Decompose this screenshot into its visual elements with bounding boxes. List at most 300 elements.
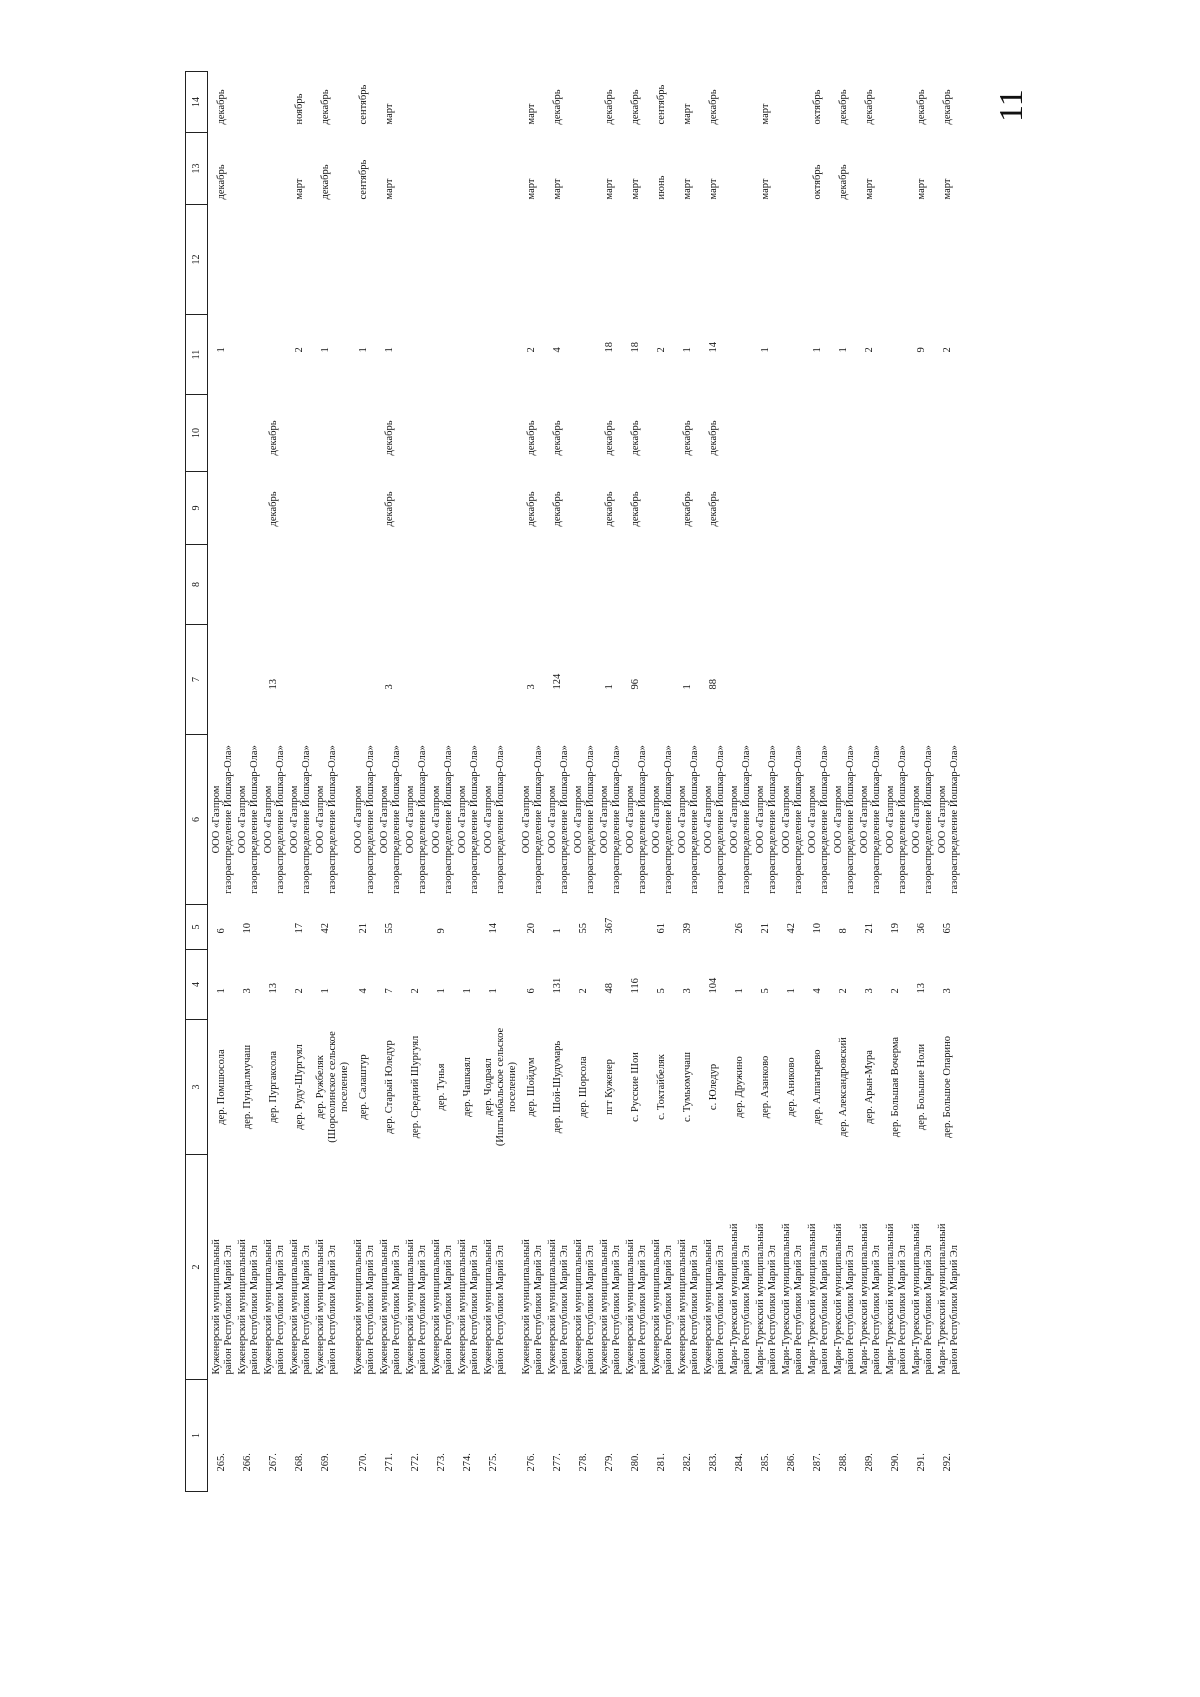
cell-col-12: [677, 205, 703, 315]
cell-text-line: Куженерский муниципальный: [379, 1239, 390, 1375]
cell-settlement: [677, 1020, 703, 1155]
cell-col-12: [703, 205, 729, 315]
cell-col-7: [625, 625, 651, 735]
cell-col-9: [651, 472, 677, 545]
cell-settlement: [405, 1020, 431, 1155]
cell-col-11: [937, 315, 963, 395]
cell-text-line: дер. Шойдум: [526, 1057, 537, 1117]
cell-text-line: 13: [268, 679, 279, 690]
cell-col-11: [703, 315, 729, 395]
cell-col-4: [729, 950, 755, 1020]
cell-text-line: март: [682, 178, 693, 200]
cell-text-line: март: [384, 178, 395, 200]
cell-settlement: [937, 1020, 963, 1155]
cell-text-line: район Республики Марий Эл: [443, 1245, 454, 1375]
cell-settlement: [521, 1020, 547, 1155]
cell-organization: [911, 735, 937, 905]
cell-col-14: [911, 72, 937, 133]
cell-text-line: дер. Помшюсола: [216, 1049, 227, 1125]
cell-text-line: март: [384, 103, 395, 125]
cell-text-line: декабрь: [682, 420, 693, 456]
cell-col-14: [859, 72, 885, 133]
cell-col-13: [911, 133, 937, 205]
cell-text-line: 26: [734, 923, 745, 934]
cell-text-line: ООО «Газпром: [885, 785, 896, 854]
cell-col-7: [833, 625, 859, 735]
cell-col-13: [521, 133, 547, 205]
cell-col-8: [208, 545, 238, 625]
cell-text-line: 2: [578, 988, 589, 994]
cell-text-line: газораспределение Йошкар-Ола»: [611, 745, 622, 894]
header-cell-8: 8: [186, 545, 208, 625]
cell-col-5: [937, 905, 963, 950]
cell-text-line: Куженерский муниципальный: [315, 1239, 326, 1375]
cell-col-8: [937, 545, 963, 625]
cell-organization: [937, 735, 963, 905]
cell-text-line: 272.: [410, 1453, 421, 1472]
cell-col-9: [483, 472, 521, 545]
cell-text-line: 274.: [462, 1453, 473, 1472]
cell-col-7: [315, 625, 353, 735]
cell-col-5: [599, 905, 625, 950]
cell-text-line: 284.: [734, 1453, 745, 1472]
cell-text-line: газораспределение Йошкар-Ола»: [249, 745, 260, 894]
cell-text-line: 1: [682, 347, 693, 353]
cell-col-13: [599, 133, 625, 205]
cell-col-9: [807, 472, 833, 545]
cell-col-4: [859, 950, 885, 1020]
cell-col-10: [457, 395, 483, 472]
table-header: [186, 72, 208, 1492]
cell-text-line: дер. Чодраял: [483, 1058, 494, 1116]
cell-text-line: октябрь: [812, 164, 823, 200]
cell-col-12: [937, 205, 963, 315]
cell-col-9: [703, 472, 729, 545]
cell-text-line: район Республики Марий Эл: [417, 1245, 428, 1375]
header-cell-11: 11: [186, 315, 208, 395]
cell-text-line: ООО «Газпром: [859, 785, 870, 854]
cell-col-11: [625, 315, 651, 395]
cell-district: [703, 1155, 729, 1380]
cell-col-11: [315, 315, 353, 395]
header-cell-13: 13: [186, 133, 208, 205]
cell-text-line: район Республики Марий Эл: [585, 1245, 596, 1375]
cell-district: [885, 1155, 911, 1380]
table-row: [651, 72, 677, 1492]
cell-col-14: [677, 72, 703, 133]
cell-col-11: [781, 315, 807, 395]
cell-col-4: [315, 950, 353, 1020]
cell-organization: [289, 735, 315, 905]
cell-text-line: ООО «Газпром: [289, 785, 300, 854]
cell-district: [651, 1155, 677, 1380]
cell-col-13: [833, 133, 859, 205]
cell-text-line: 288.: [838, 1453, 849, 1472]
cell-col-9: [263, 472, 289, 545]
cell-text-line: 6: [526, 988, 537, 994]
cell-organization: [379, 735, 405, 905]
cell-col-7: [885, 625, 911, 735]
cell-col-7: [208, 625, 238, 735]
cell-text-line: дер. Руду-Шургуял: [294, 1044, 305, 1130]
cell-text-line: декабрь: [268, 420, 279, 456]
cell-col-4: [703, 950, 729, 1020]
cell-district: [289, 1155, 315, 1380]
cell-text-line: район Республики Марий Эл: [495, 1245, 506, 1375]
cell-settlement: [807, 1020, 833, 1155]
cell-col-14: [937, 72, 963, 133]
cell-col-14: [573, 72, 599, 133]
cell-text-line: Куженерский муниципальный: [237, 1239, 248, 1375]
cell-row-number: [208, 1380, 238, 1492]
table-row: [703, 72, 729, 1492]
cell-col-10: [573, 395, 599, 472]
cell-col-8: [833, 545, 859, 625]
cell-col-8: [315, 545, 353, 625]
cell-col-7: [521, 625, 547, 735]
cell-text-line: 1: [682, 684, 693, 690]
cell-row-number: [859, 1380, 885, 1492]
cell-col-11: [911, 315, 937, 395]
cell-text-line: район Республики Марий Эл: [793, 1245, 804, 1375]
cell-col-13: [677, 133, 703, 205]
cell-col-12: [263, 205, 289, 315]
cell-text-line: 1: [358, 347, 369, 353]
cell-text-line: (Шорсолинское сельское: [327, 1031, 338, 1143]
cell-col-11: [885, 315, 911, 395]
cell-col-9: [237, 472, 263, 545]
cell-text-line: 5: [760, 988, 771, 994]
cell-text-line: 124: [552, 673, 563, 690]
header-cell-3: 3: [186, 1020, 208, 1155]
cell-col-13: [729, 133, 755, 205]
cell-text-line: Мари-Турекский муниципальный: [833, 1223, 844, 1375]
cell-col-8: [807, 545, 833, 625]
cell-col-8: [859, 545, 885, 625]
cell-col-8: [405, 545, 431, 625]
cell-text-line: декабрь: [838, 89, 849, 125]
cell-text-line: дер. Тунья: [436, 1063, 447, 1111]
cell-text-line: Куженерский муниципальный: [677, 1239, 688, 1375]
cell-row-number: [237, 1380, 263, 1492]
cell-text-line: 266.: [242, 1453, 253, 1472]
cell-text-line: газораспределение Йошкар-Ола»: [923, 745, 934, 894]
cell-text-line: 271.: [384, 1453, 395, 1472]
cell-district: [521, 1155, 547, 1380]
cell-settlement: [457, 1020, 483, 1155]
cell-col-10: [405, 395, 431, 472]
cell-col-10: [289, 395, 315, 472]
cell-col-7: [263, 625, 289, 735]
cell-col-7: [573, 625, 599, 735]
page-number: 11: [993, 89, 1030, 122]
cell-col-5: [651, 905, 677, 950]
cell-text-line: 1: [812, 347, 823, 353]
table-row: [547, 72, 573, 1492]
cell-district: [599, 1155, 625, 1380]
cell-col-14: [483, 72, 521, 133]
cell-text-line: 3: [864, 988, 875, 994]
cell-row-number: [807, 1380, 833, 1492]
cell-text-line: декабрь: [708, 420, 719, 456]
cell-text-line: сентябрь: [358, 159, 369, 200]
cell-text-line: 20: [526, 923, 537, 934]
cell-col-13: [483, 133, 521, 205]
cell-text-line: дер. Ружбеляк: [315, 1055, 326, 1119]
cell-text-line: 2: [410, 988, 421, 994]
cell-text-line: 2: [864, 347, 875, 353]
cell-text-line: газораспределение Йошкар-Ола»: [469, 745, 480, 894]
cell-settlement: [289, 1020, 315, 1155]
cell-col-8: [483, 545, 521, 625]
cell-text-line: ООО «Газпром: [457, 785, 468, 854]
cell-text-line: район Республики Марий Эл: [223, 1245, 234, 1375]
cell-col-7: [547, 625, 573, 735]
cell-text-line: дер. Аниково: [786, 1057, 797, 1117]
cell-text-line: дер. Старый Юледур: [384, 1040, 395, 1134]
cell-text-line: Куженерский муниципальный: [457, 1239, 468, 1375]
cell-text-line: 21: [760, 923, 771, 934]
cell-col-9: [431, 472, 457, 545]
table-row: [521, 72, 547, 1492]
cell-text-line: 18: [630, 342, 641, 353]
cell-text-line: 275.: [488, 1453, 499, 1472]
cell-text-line: Куженерский муниципальный: [483, 1239, 494, 1375]
cell-settlement: [315, 1020, 353, 1155]
cell-settlement: [911, 1020, 937, 1155]
cell-col-9: [833, 472, 859, 545]
cell-col-11: [833, 315, 859, 395]
cell-text-line: ООО «Газпром: [483, 785, 494, 854]
cell-text-line: пгт Куженер: [604, 1059, 615, 1115]
cell-col-12: [859, 205, 885, 315]
cell-text-line: 55: [384, 923, 395, 934]
cell-row-number: [937, 1380, 963, 1492]
cell-settlement: [833, 1020, 859, 1155]
cell-col-14: [729, 72, 755, 133]
cell-row-number: [315, 1380, 353, 1492]
cell-col-13: [315, 133, 353, 205]
cell-col-12: [289, 205, 315, 315]
cell-text-line: дер. Большая Вочерма: [890, 1036, 901, 1138]
cell-text-line: декабрь: [916, 89, 927, 125]
cell-row-number: [547, 1380, 573, 1492]
cell-col-9: [729, 472, 755, 545]
cell-col-11: [483, 315, 521, 395]
cell-settlement: [547, 1020, 573, 1155]
cell-text-line: декабрь: [604, 491, 615, 527]
cell-col-9: [289, 472, 315, 545]
cell-col-12: [729, 205, 755, 315]
cell-text-line: Мари-Турекский муниципальный: [755, 1223, 766, 1375]
table-row: [315, 72, 353, 1492]
cell-col-12: [315, 205, 353, 315]
cell-col-5: [405, 905, 431, 950]
cell-col-14: [781, 72, 807, 133]
cell-col-11: [353, 315, 379, 395]
cell-text-line: Куженерский муниципальный: [353, 1239, 364, 1375]
cell-col-7: [911, 625, 937, 735]
cell-col-12: [547, 205, 573, 315]
cell-col-13: [431, 133, 457, 205]
cell-text-line: 4: [358, 988, 369, 994]
cell-col-14: [547, 72, 573, 133]
cell-organization: [457, 735, 483, 905]
cell-text-line: 1: [320, 988, 331, 994]
cell-settlement: [263, 1020, 289, 1155]
cell-row-number: [431, 1380, 457, 1492]
cell-text-line: дер. Азанково: [760, 1055, 771, 1119]
cell-text-line: район Республики Марий Эл: [469, 1245, 480, 1375]
cell-col-14: [263, 72, 289, 133]
cell-col-5: [263, 905, 289, 950]
cell-text-line: декабрь: [864, 89, 875, 125]
cell-text-line: Мари-Турекский муниципальный: [859, 1223, 870, 1375]
cell-text-line: район Республики Марий Эл: [767, 1245, 778, 1375]
cell-district: [807, 1155, 833, 1380]
cell-row-number: [625, 1380, 651, 1492]
cell-text-line: 3: [526, 684, 537, 690]
cell-col-9: [625, 472, 651, 545]
cell-col-14: [431, 72, 457, 133]
cell-text-line: декабрь: [384, 491, 395, 527]
cell-district: [573, 1155, 599, 1380]
cell-text-line: 279.: [604, 1453, 615, 1472]
cell-col-7: [405, 625, 431, 735]
table-row: [885, 72, 911, 1492]
cell-text-line: март: [604, 178, 615, 200]
cell-text-line: 104: [708, 977, 719, 994]
cell-col-7: [677, 625, 703, 735]
cell-text-line: дер. Алпатырево: [812, 1049, 823, 1125]
cell-text-line: 7: [384, 988, 395, 994]
cell-col-4: [911, 950, 937, 1020]
cell-text-line: декабрь: [384, 420, 395, 456]
cell-text-line: 1: [552, 928, 563, 934]
table-body: [208, 72, 964, 1492]
cell-col-7: [599, 625, 625, 735]
cell-col-7: [807, 625, 833, 735]
cell-col-7: [431, 625, 457, 735]
cell-col-9: [315, 472, 353, 545]
cell-text-line: ООО «Газпром: [263, 785, 274, 854]
cell-col-14: [625, 72, 651, 133]
cell-col-11: [599, 315, 625, 395]
cell-col-4: [521, 950, 547, 1020]
cell-col-4: [208, 950, 238, 1020]
cell-text-line: Куженерский муниципальный: [431, 1239, 442, 1375]
cell-text-line: дер. Дружино: [734, 1056, 745, 1118]
cell-text-line: дер. Большие Ноли: [916, 1043, 927, 1131]
cell-text-line: ООО «Газпром: [833, 785, 844, 854]
cell-text-line: ООО «Газпром: [599, 785, 610, 854]
cell-text-line: ООО «Газпром: [937, 785, 948, 854]
cell-col-12: [573, 205, 599, 315]
cell-text-line: ООО «Газпром: [703, 785, 714, 854]
cell-text-line: 1: [604, 684, 615, 690]
cell-district: [379, 1155, 405, 1380]
cell-text-line: газораспределение Йошкар-Ола»: [845, 745, 856, 894]
cell-text-line: район Республики Марий Эл: [923, 1245, 934, 1375]
cell-col-13: [379, 133, 405, 205]
cell-text-line: март: [760, 178, 771, 200]
cell-text-line: район Республики Марий Эл: [663, 1245, 674, 1375]
cell-col-5: [911, 905, 937, 950]
cell-col-13: [781, 133, 807, 205]
cell-col-11: [859, 315, 885, 395]
table-row: [263, 72, 289, 1492]
cell-organization: [677, 735, 703, 905]
cell-settlement: [379, 1020, 405, 1155]
cell-col-9: [859, 472, 885, 545]
cell-text-line: дер. Арын-Мура: [864, 1050, 875, 1124]
cell-row-number: [457, 1380, 483, 1492]
cell-text-line: 14: [708, 342, 719, 353]
cell-row-number: [651, 1380, 677, 1492]
cell-col-7: [379, 625, 405, 735]
cell-col-9: [755, 472, 781, 545]
header-cell-10: 10: [186, 395, 208, 472]
cell-text-line: декабрь: [320, 89, 331, 125]
cell-text-line: 6: [216, 928, 227, 934]
cell-text-line: 21: [358, 923, 369, 934]
table-row: [237, 72, 263, 1492]
header-cell-9: 9: [186, 472, 208, 545]
cell-col-5: [885, 905, 911, 950]
cell-settlement: [625, 1020, 651, 1155]
table-row: [937, 72, 963, 1492]
cell-text-line: Мари-Турекский муниципальный: [885, 1223, 896, 1375]
cell-text-line: ООО «Газпром: [547, 785, 558, 854]
cell-text-line: 2: [838, 988, 849, 994]
cell-settlement: [208, 1020, 238, 1155]
cell-col-8: [755, 545, 781, 625]
cell-col-12: [885, 205, 911, 315]
cell-col-14: [315, 72, 353, 133]
cell-text-line: 2: [526, 347, 537, 353]
cell-col-5: [431, 905, 457, 950]
cell-col-14: [405, 72, 431, 133]
cell-text-line: Мари-Турекский муниципальный: [781, 1223, 792, 1375]
cell-district: [405, 1155, 431, 1380]
cell-col-4: [625, 950, 651, 1020]
cell-text-line: Мари-Турекский муниципальный: [807, 1223, 818, 1375]
cell-col-9: [885, 472, 911, 545]
cell-col-5: [677, 905, 703, 950]
cell-col-11: [547, 315, 573, 395]
cell-text-line: район Республики Марий Эл: [871, 1245, 882, 1375]
cell-text-line: 281.: [656, 1453, 667, 1472]
cell-district: [937, 1155, 963, 1380]
cell-col-9: [547, 472, 573, 545]
cell-text-line: поселение): [339, 1062, 350, 1112]
cell-col-4: [483, 950, 521, 1020]
cell-col-9: [677, 472, 703, 545]
cell-text-line: 268.: [294, 1453, 305, 1472]
cell-text-line: ООО «Газпром: [211, 785, 222, 854]
cell-col-11: [289, 315, 315, 395]
cell-text-line: 13: [268, 983, 279, 994]
cell-organization: [315, 735, 353, 905]
cell-col-4: [379, 950, 405, 1020]
cell-col-10: [263, 395, 289, 472]
cell-settlement: [599, 1020, 625, 1155]
cell-text-line: декабрь: [216, 164, 227, 200]
cell-col-13: [807, 133, 833, 205]
cell-text-line: октябрь: [812, 89, 823, 125]
cell-district: [263, 1155, 289, 1380]
cell-text-line: газораспределение Йошкар-Ола»: [949, 745, 960, 894]
